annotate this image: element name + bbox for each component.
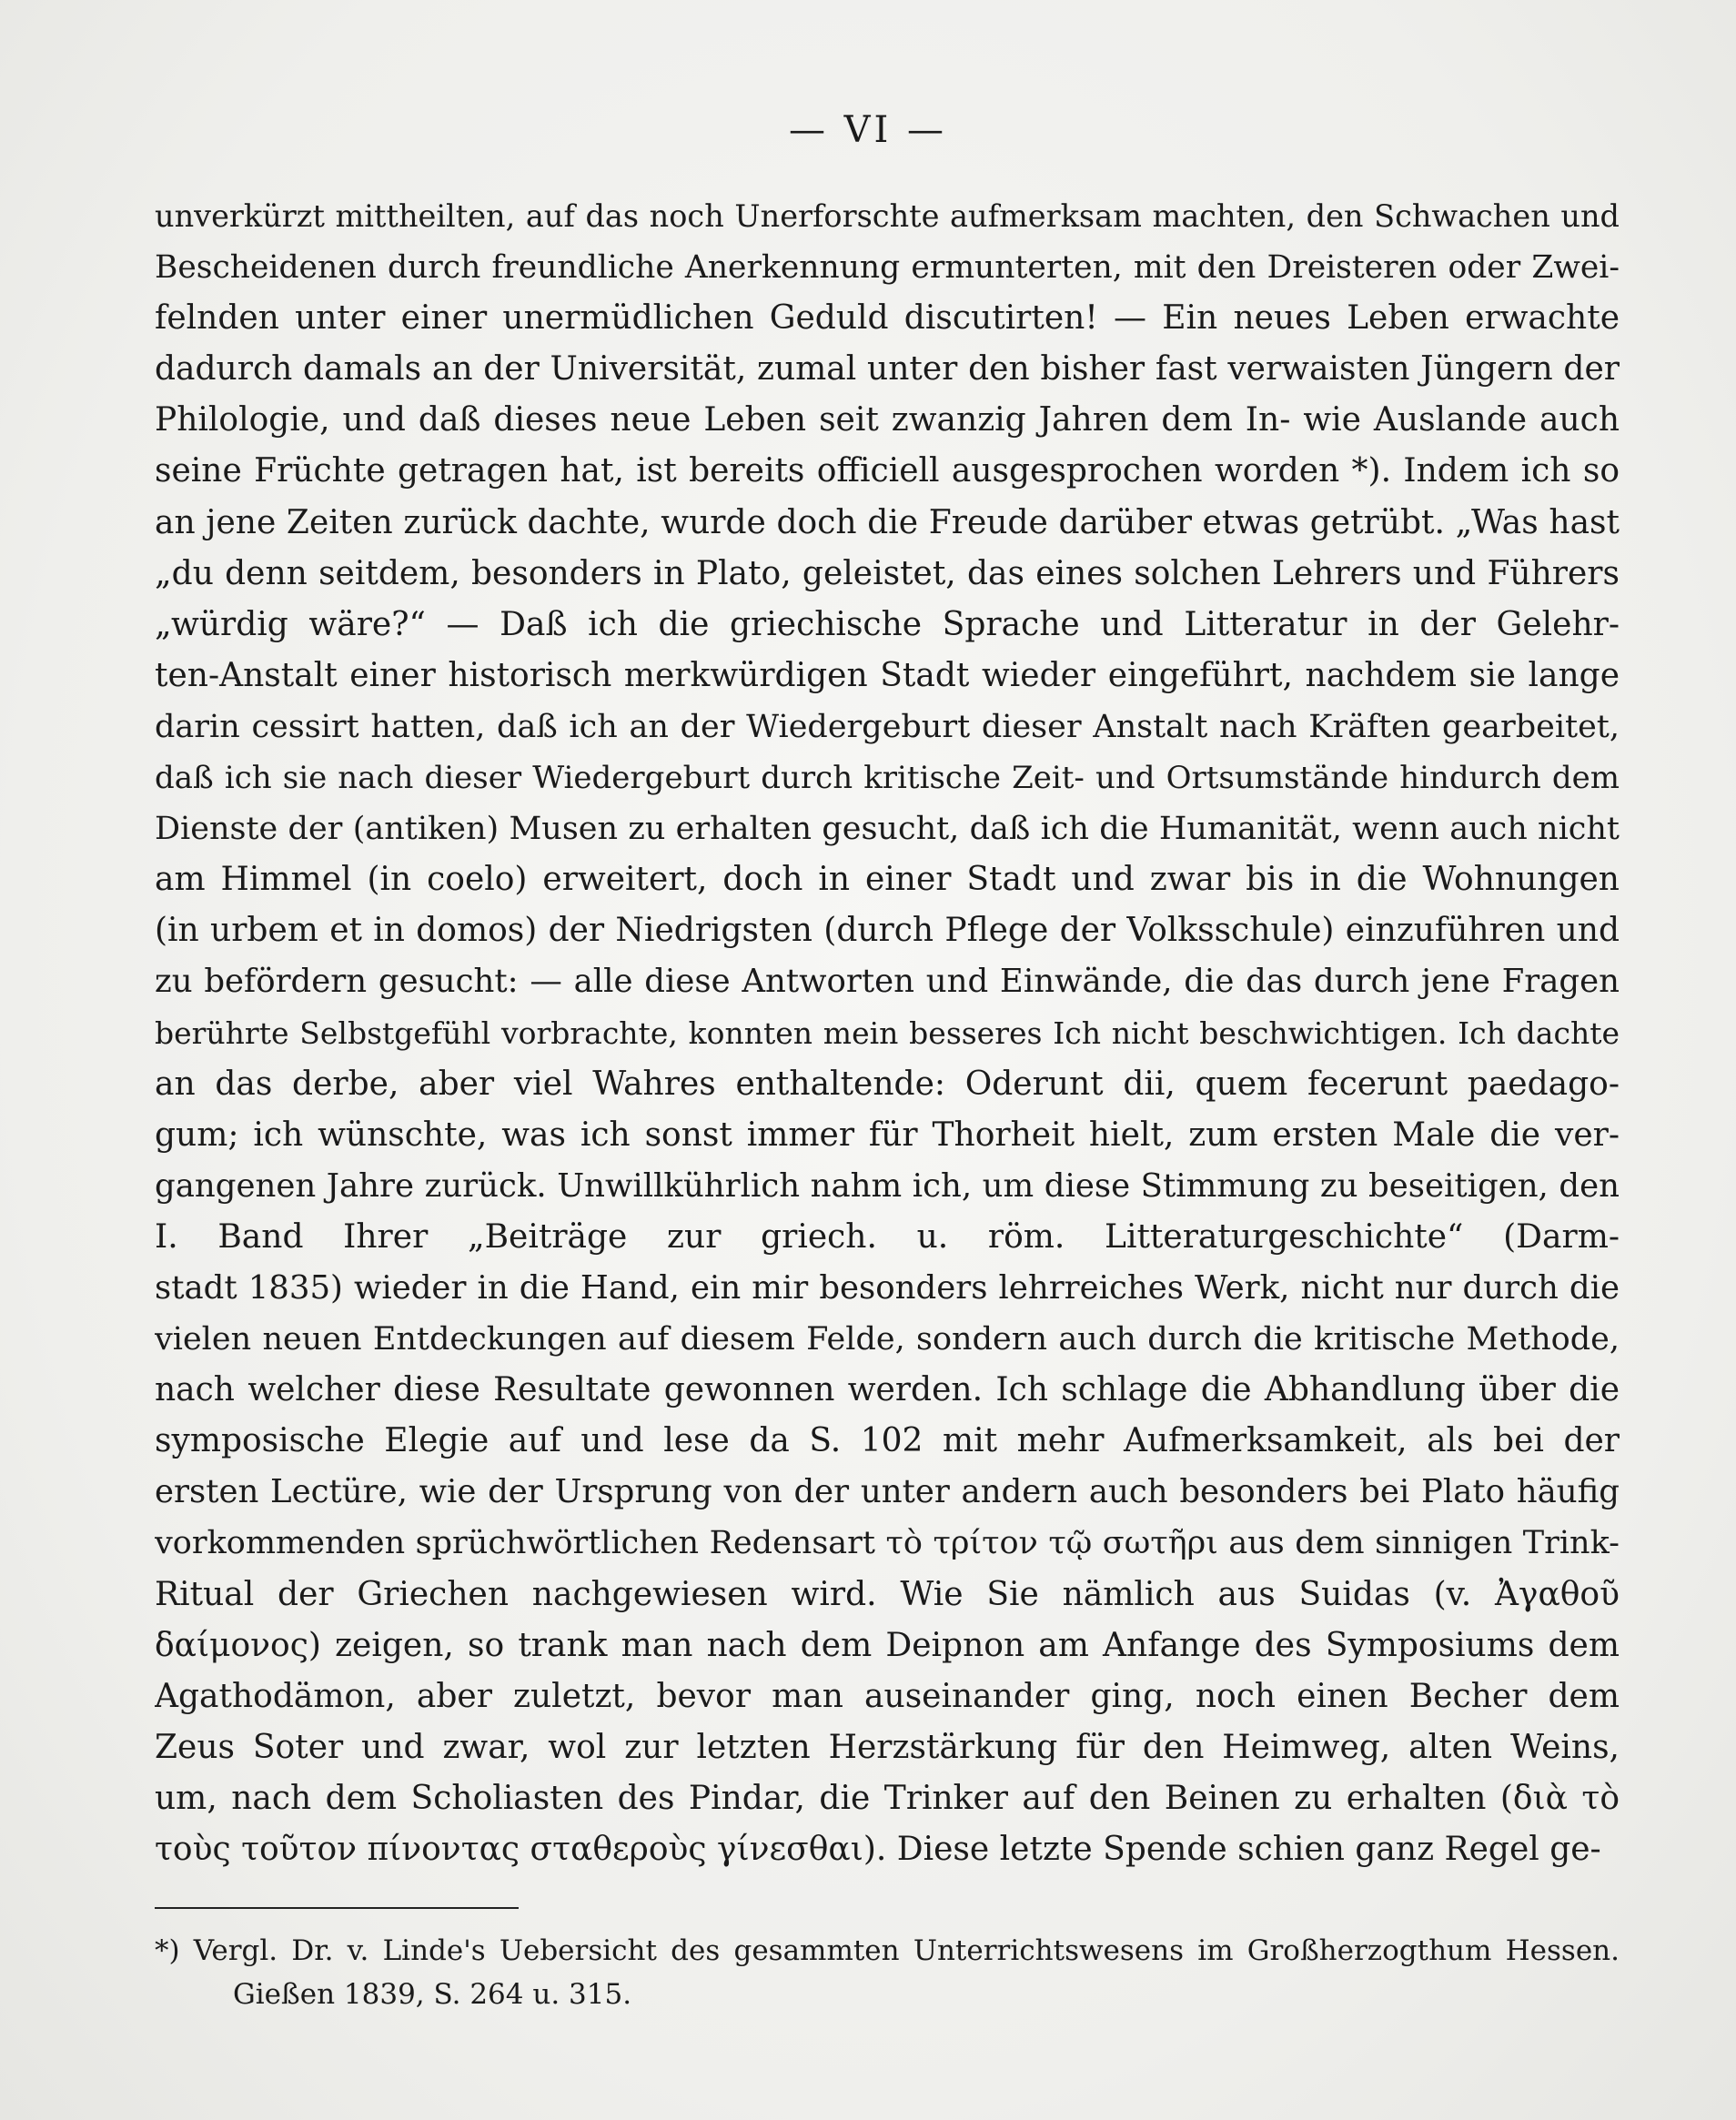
body-line: um, nach dem Scholiasten des Pindar, die Trinker auf den Beinen zu erhalten (διὰ τὸ	[155, 1779, 1620, 1817]
body-line: seine Früchte getragen hat, ist bereits officiell ausgesprochen worden *). Indem ich so	[155, 452, 1620, 490]
body-line: (in urbem et in domos) der Niedrigsten (durch Pflege der Volksschule) einzuführen und	[155, 912, 1620, 950]
footnote-line: *) Vergl. Dr. v. Linde's Uebersicht des gesammten Unterrichtswesens im Großherzogthum Hessen.	[155, 1934, 1620, 1967]
body-line: an das derbe, aber viel Wahres enthaltende: Oderunt dii, quem fecerunt paedago-	[155, 1065, 1620, 1103]
body-line: ersten Lectüre, wie der Ursprung von der unter andern auch besonders bei Plato häufig	[155, 1473, 1620, 1511]
body-line: symposische Elegie auf und lese da S. 102 mit mehr Aufmerksamkeit, als bei der	[155, 1422, 1620, 1460]
footnote-rule	[155, 1907, 519, 1909]
body-line: gum; ich wünschte, was ich sonst immer für Thorheit hielt, zum ersten Male die ver-	[155, 1116, 1620, 1154]
page-number: — VI —	[788, 109, 948, 151]
body-line: unverkürzt mittheilten, auf das noch Unerforschte aufmerksam machten, den Schwachen und	[155, 198, 1620, 234]
body-line: dadurch damals an der Universität, zumal unter den bisher fast verwaisten Jüngern der	[155, 350, 1620, 389]
body-line: τοὺς τοῦτον πίνοντας σταθεροὺς γίνεσθαι). Diese letzte Spende schien ganz Regel ge-	[155, 1831, 1601, 1868]
body-line: berührte Selbstgefühl vorbrachte, konnten mein besseres Ich nicht beschwichtigen. Ich dachte	[155, 1015, 1620, 1051]
body-line: δαίμονος) zeigen, so trank man nach dem Deipnon am Anfange des Symposiums dem	[155, 1626, 1620, 1664]
body-line: nach welcher diese Resultate gewonnen werden. Ich schlage die Abhandlung über die	[155, 1371, 1620, 1409]
body-line: felnden unter einer unermüdlichen Geduld discutirten! — Ein neues Leben erwachte	[155, 299, 1620, 338]
body-line: zu befördern gesucht: — alle diese Antworten und Einwände, die das durch jene Fragen	[155, 963, 1620, 1001]
body-line: vielen neuen Entdeckungen auf diesem Felde, sondern auch durch die kritische Methode,	[155, 1321, 1620, 1358]
body-line: Zeus Soter und zwar, wol zur letzten Herzstärkung für den Heimweg, alten Weins,	[155, 1728, 1620, 1766]
body-line: I. Band Ihrer „Beiträge zur griech. u. röm. Litteraturgeschichte“ (Darm-	[155, 1217, 1620, 1256]
body-line: Ritual der Griechen nachgewiesen wird. Wie Sie nämlich aus Suidas (v. Ἀγαθοῦ	[155, 1575, 1620, 1613]
body-line: Philologie, und daß dieses neue Leben seit zwanzig Jahren dem In- wie Auslande auch	[155, 401, 1620, 439]
body-line: vorkommenden sprüchwörtlichen Redensart τὸ τρίτον τῷ σωτῆρι aus dem sinnigen Trink-	[155, 1525, 1620, 1562]
footnote	[155, 1929, 1620, 2016]
body-line: ten-Anstalt einer historisch merkwürdigen Stadt wieder eingeführt, nachdem sie lange	[155, 656, 1620, 694]
body-line: „du denn seitdem, besonders in Plato, geleistet, das eines solchen Lehrers und Führers	[155, 554, 1620, 592]
body-line: darin cessirt hatten, daß ich an der Wiedergeburt dieser Anstalt nach Kräften gearbeitet,	[155, 708, 1620, 745]
body-line: stadt 1835) wieder in die Hand, ein mir besonders lehrreiches Werk, nicht nur durch die	[155, 1268, 1620, 1307]
body-line: am Himmel (in coelo) erweitert, doch in einer Stadt und zwar bis in die Wohnungen	[155, 861, 1620, 899]
body-line: daß ich sie nach dieser Wiedergeburt durch kritische Zeit- und Ortsumstände hindurch dem	[155, 760, 1620, 797]
body-text	[155, 191, 1620, 1875]
body-line: Dienste der (antiken) Musen zu erhalten gesucht, daß ich die Humanität, wenn auch nicht	[155, 811, 1620, 848]
body-line: gangenen Jahre zurück. Unwillkührlich nahm ich, um diese Stimmung zu beseitigen, den	[155, 1166, 1620, 1205]
body-line: „würdig wäre?“ — Daß ich die griechische Sprache und Litteratur in der Gelehr-	[155, 605, 1620, 643]
footnote-line: Gießen 1839, S. 264 u. 315.	[233, 1978, 632, 2011]
body-line: Agathodämon, aber zuletzt, bevor man auseinander ging, noch einen Becher dem	[155, 1677, 1620, 1715]
body-line: Bescheidenen durch freundliche Anerkennung ermunterten, mit den Dreisteren oder Zwei-	[155, 249, 1620, 287]
body-line: an jene Zeiten zurück dachte, wurde doch die Freude darüber etwas getrübt. „Was hast	[155, 503, 1620, 541]
